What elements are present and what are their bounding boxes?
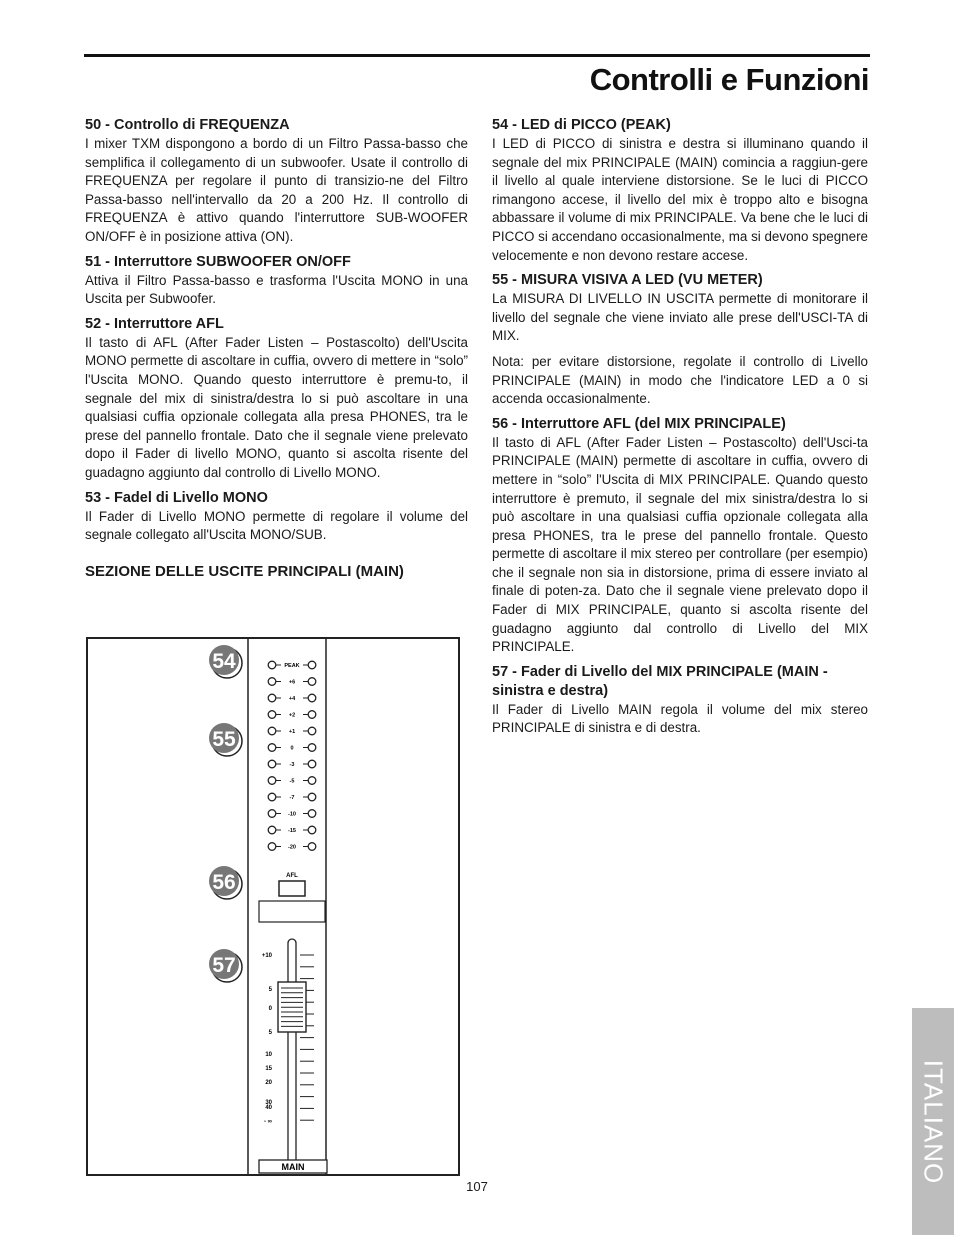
section-heading: 50 - Controllo di FREQUENZA [85, 117, 290, 133]
callout-57 [209, 949, 242, 982]
meter-row [268, 777, 316, 785]
fader-scale-label: 30 [265, 1100, 272, 1106]
svg-text:54: 54 [212, 650, 236, 673]
section-52 [85, 315, 468, 483]
led-left [268, 777, 276, 785]
section-53 [85, 489, 468, 545]
meter-label: -3 [289, 762, 295, 768]
section-text: Il Fader di Livello MONO permette di regolare il volume del segnale collegato all'Uscita MONO/SUB. [85, 508, 468, 543]
afl-label: AFL [286, 873, 298, 879]
meter-label: -20 [288, 844, 296, 851]
right-column [492, 116, 868, 744]
page-title: Controlli e Funzioni [589, 62, 869, 97]
led-right [308, 826, 316, 834]
section-heading: 51 - Interruttore SUBWOOFER ON/OFF [85, 253, 351, 270]
fader-scale-label: 5 [268, 1030, 272, 1036]
meter-row [268, 661, 316, 669]
led-right [308, 810, 316, 818]
led-right [308, 678, 316, 686]
meter-row [268, 727, 316, 735]
fader-scale-label: +10 [261, 953, 272, 959]
section-57 [492, 663, 868, 738]
led-left [268, 793, 276, 801]
callout-54 [209, 645, 242, 678]
meter-label: PEAK [284, 663, 300, 669]
section-heading: 53 - Fadel di Livello MONO [85, 489, 268, 506]
fader-scale-label: 20 [265, 1080, 272, 1086]
led-left [268, 727, 276, 735]
section-50 [85, 116, 468, 247]
fader-scale-label: 0 [268, 1006, 272, 1012]
svg-text:57: 57 [212, 954, 236, 977]
led-left [268, 826, 276, 834]
section-text: Il tasto di AFL (After Fader Listen – Postascolto) dell'Usci-ta PRINCIPALE (MAIN) permette di ascoltare in cuffia, ovvero di mettere in “solo” l'Uscita di MIX PRINCIPALE. Quando questo interruttore è premuto, il segnale del mix sinistra/destra lo si può ascoltare in una qualsiasi cuffia opzionale collegata alla presa PHONES, tra le prese del pannello frontale. Questo permette di ascoltare il mix stereo per controllare (per esempio) che il segnale non sia in distorsione, prima di essere inviato al finale di poten-za. Dato che il segnale viene prelevato dopo il Fader di MIX PRINCIPALE, quanto si ascolta risente del guadagno aggiunto dal controllo di Livello del MIX PRINCIPALE. [492, 434, 868, 655]
fader-scale-label: 15 [265, 1066, 272, 1072]
meter-label: +6 [288, 679, 296, 686]
svg-text:56: 56 [212, 871, 236, 894]
section-55 [492, 271, 868, 409]
led-left [268, 661, 276, 669]
fader-scale-label: 5 [268, 987, 272, 993]
mixer-panel-illustration [88, 639, 458, 1174]
led-right [308, 661, 316, 669]
fader-scale-label: 10 [265, 1052, 272, 1058]
led-right [308, 843, 316, 851]
header-rule [84, 54, 870, 57]
led-right [308, 760, 316, 768]
section-text: I mixer TXM dispongono a bordo di un Filtro Passa-basso che semplifica il collegamento di un subwoofer. Usate il controllo di FREQUENZA per regolare il punto di transizio-ne del Filtro Passa-basso nell'intervallo da 20 a 200 Hz. Il controllo di FREQUENZA è attivo quando l'interruttore SUB-WOOFER ON/OFF è in posizione attiva (ON). [85, 136, 468, 244]
section-56 [492, 415, 868, 657]
led-left [268, 678, 276, 686]
fader-slot [288, 939, 296, 1164]
meter-label: -7 [289, 795, 295, 801]
meter-row [268, 843, 316, 851]
main-outputs-heading: SEZIONE DELLE USCITE PRINCIPALI (MAIN) [85, 562, 404, 580]
section-text: La MISURA DI LIVELLO IN USCITA permette di monitorare il livello del segnale che viene inviato alle prese dell'USCI-TA di MIX. [492, 291, 868, 344]
meter-row [268, 793, 316, 801]
section-text: Attiva il Filtro Passa-basso e trasforma l'Uscita MONO in una Uscita per Subwoofer. [85, 272, 468, 307]
svg-text:55: 55 [212, 728, 236, 751]
language-tab [912, 1008, 954, 1235]
main-section-diagram [86, 637, 460, 1176]
section-text: I LED di PICCO di sinistra e destra si illuminano quando il segnale del mix PRINCIPALE (MAIN) comincia a raggiun-gere il livello al quale interviene distorsione. Se le luci di PICCO rimangono accese, il livello del mix è troppo alto e bisogna abbassare il volume di mix PRINCIPALE. Va bene che le luci di PICCO si accendano occasionalmente, ma si devono spegnere velocemente e non devono restare accese. [492, 136, 868, 263]
led-left [268, 810, 276, 818]
meter-row [268, 810, 316, 818]
meter-label: 0 [290, 745, 294, 752]
meter-row [268, 760, 316, 768]
meter-row [268, 826, 316, 834]
section-51 [85, 253, 468, 309]
section-text: Il tasto di AFL (After Fader Listen – Postascolto) dell'Uscita MONO permette di ascoltare in cuffia, ovvero di mettere in “solo” l'Uscita MONO. Quando questo interruttore è premu-to, il segnale del mix di sinistra/destra lo si può ascoltare in una qualsiasi cuffia opzionale collegata alla presa PHONES, tra le prese del pannello frontale. Dato che il segnale viene prelevato dopo il Fader di livello MONO, quanto si ascolta risente del guadagno aggiunto dal controllo di Livello MONO. [85, 334, 468, 480]
fader-scale-label: 40 [265, 1105, 272, 1111]
led-meter [268, 661, 316, 850]
meter-label: +2 [288, 712, 296, 719]
page-number: 107 [466, 1179, 488, 1194]
section-heading: 57 - Fader di Livello del MIX PRINCIPALE (MAIN - sinistra e destra) [492, 663, 828, 699]
led-right [308, 744, 316, 752]
led-right [308, 694, 316, 702]
meter-label: -10 [288, 811, 296, 818]
section-heading: 52 - Interruttore AFL [85, 315, 224, 332]
section-note: Nota: per evitare distorsione, regolate il controllo di Livello PRINCIPALE (MAIN) in modo che l'indicatore LED a 0 si accenda occasionalmente. [492, 353, 868, 407]
led-right [308, 793, 316, 801]
led-left [268, 843, 276, 851]
language-tab-label: ITALIANO [918, 1059, 949, 1184]
led-right [308, 711, 316, 719]
meter-row [268, 744, 316, 752]
fader-scale-label: - ∞ [264, 1119, 272, 1125]
section-54 [492, 116, 868, 265]
led-left [268, 711, 276, 719]
section-heading: 54 - LED di PICCO (PEAK) [492, 117, 671, 133]
meter-label: -5 [289, 778, 295, 785]
label-strip [259, 901, 325, 922]
section-heading: 55 - MISURA VISIVA A LED (VU METER) [492, 272, 763, 289]
led-left [268, 744, 276, 752]
meter-row [268, 711, 316, 719]
meter-label: +4 [288, 696, 296, 702]
main-fader [259, 939, 327, 1173]
left-column [85, 116, 468, 580]
section-text: Il Fader di Livello MAIN regola il volume del mix stereo PRINCIPALE di sinistra e di destra. [492, 701, 868, 736]
led-right [308, 777, 316, 785]
callout-55 [209, 723, 242, 756]
main-afl-button[interactable] [279, 881, 305, 896]
meter-label: +1 [288, 729, 296, 735]
section-heading: 56 - Interruttore AFL (del MIX PRINCIPALE) [492, 415, 786, 432]
led-right [308, 727, 316, 735]
meter-label: -15 [288, 828, 296, 834]
meter-row [268, 694, 316, 702]
meter-row [268, 678, 316, 686]
led-left [268, 760, 276, 768]
main-fader-label: MAIN [281, 1162, 305, 1172]
callout-56 [209, 866, 242, 899]
led-left [268, 694, 276, 702]
